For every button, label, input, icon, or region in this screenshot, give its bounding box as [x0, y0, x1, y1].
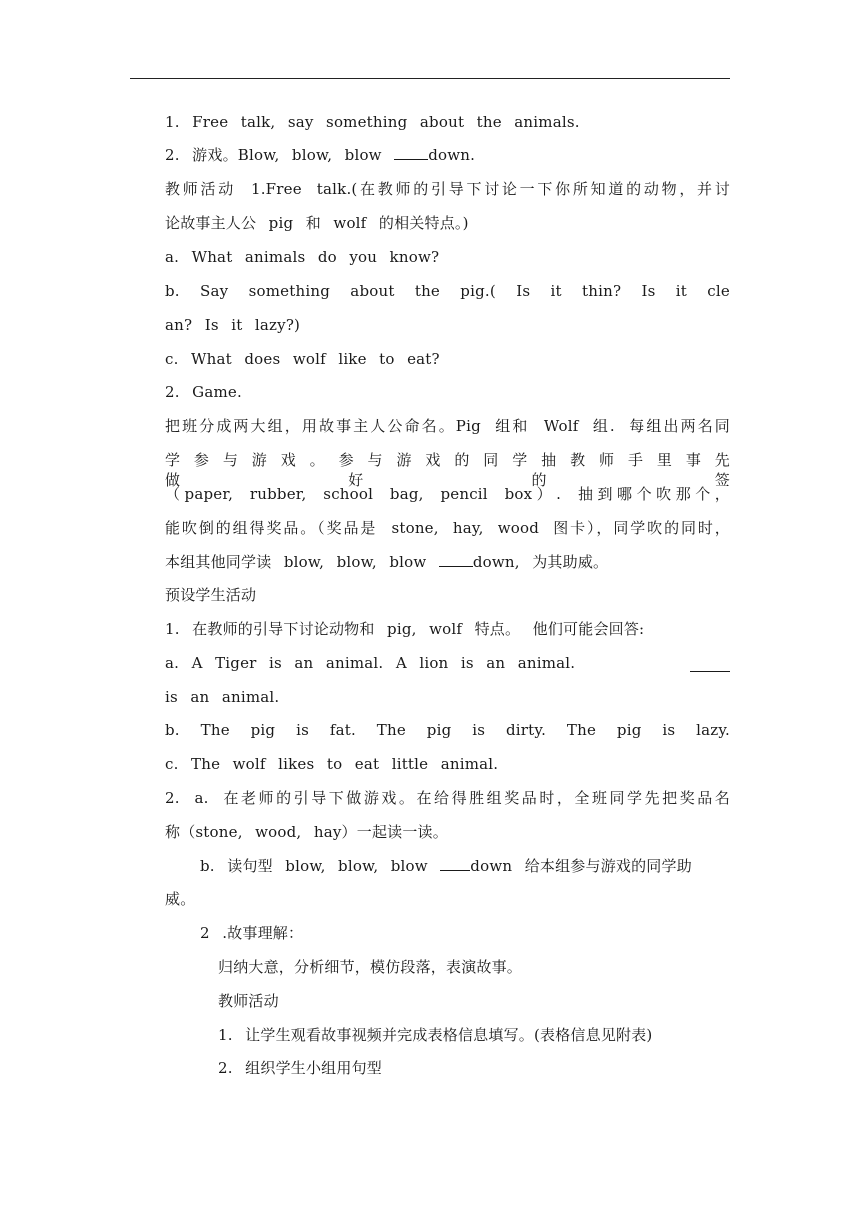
line-story-summary: 归纳大意，分析细节，模仿段落，表演故事。 — [218, 958, 523, 976]
text-segment: 本组其他同学读 blow, blow, blow — [165, 553, 439, 571]
line-student-2b — [200, 856, 730, 876]
text-segment: b. 读句型 blow, blow, blow — [200, 857, 441, 875]
line-teacher-activity-cont: 论故事主人公 pig 和 wolf 的相关特点。) — [165, 214, 469, 232]
line-game-desc-4: 能吹倒的组得奖品。（奖品是 stone, hay, wood 图卡），同学吹的同时， — [165, 519, 730, 537]
text-segment: down. — [428, 146, 476, 164]
line-student-activity-heading: 预设学生活动 — [165, 586, 257, 604]
line-student-2a: 2. a. 在老师的引导下做游戏。在给得胜组奖品时，全班同学先把奖品名 — [165, 789, 730, 807]
line-game-desc-5 — [165, 552, 730, 572]
line-teacher-2-item-2: 2. 组织学生小组用句型 — [218, 1059, 382, 1077]
line-question-a: a. What animals do you know? — [165, 248, 440, 266]
fill-blank — [690, 657, 730, 672]
line-teacher-activity: 教师活动 1.Free talk.(在教师的引导下讨论一下你所知道的动物，并讨 — [165, 180, 730, 198]
line-student-a — [165, 653, 730, 673]
text-segment: 2. 游戏。Blow, blow, blow — [165, 146, 395, 164]
line-game-desc-3: （paper, rubber, school bag, pencil box）. 抽到哪个吹那个， — [165, 485, 730, 503]
line-game-desc-1: 把班分成两大组，用故事主人公命名。Pig 组和 Wolf 组. 每组出两名同 — [165, 417, 730, 435]
line-story-heading: 2 .故事理解： — [200, 924, 304, 942]
line-student-2a-cont: 称（stone, wood, hay）一起读一读。 — [165, 823, 448, 841]
line-student-2b-cont: 威。 — [165, 890, 196, 908]
line-question-c: c. What does wolf like to eat? — [165, 350, 440, 368]
line-student-c: c. The wolf likes to eat little animal. — [165, 755, 499, 773]
line-question-b-cont: an? Is it lazy?) — [165, 316, 301, 334]
line-question-b: b. Say something about the pig.( Is it thin? Is it cle — [165, 282, 730, 300]
text-segment: down, 为其助威。 — [472, 553, 609, 571]
line-student-a-cont: is an animal. — [165, 688, 280, 706]
line-student-b: b. The pig is fat. The pig is dirty. The pig is lazy. — [165, 721, 730, 739]
line-free-talk: 1. Free talk, say something about the animals. — [165, 113, 580, 131]
line-teacher-activity-2: 教师活动 — [218, 992, 279, 1010]
line-game: 2. Game. — [165, 383, 242, 401]
text-segment: a. A Tiger is an animal. A lion is an animal. — [165, 654, 576, 672]
line-game-blow — [165, 145, 730, 165]
fill-blank — [439, 553, 473, 568]
text-segment: down 给本组参与游戏的同学助 — [470, 857, 692, 875]
header-rule — [130, 78, 730, 79]
line-game-desc-2: 学 参 与 游 戏 。 参 与 游 戏 的 同 学 抽 教 师 手 里 事 先 做 好 的 签 — [165, 451, 730, 489]
line-student-1: 1. 在教师的引导下讨论动物和 pig, wolf 特点。 他们可能会回答: — [165, 620, 645, 638]
fill-blank — [440, 857, 470, 872]
line-teacher-2-item-1: 1. 让学生观看故事视频并完成表格信息填写。(表格信息见附表) — [218, 1026, 653, 1044]
fill-blank — [394, 146, 428, 161]
